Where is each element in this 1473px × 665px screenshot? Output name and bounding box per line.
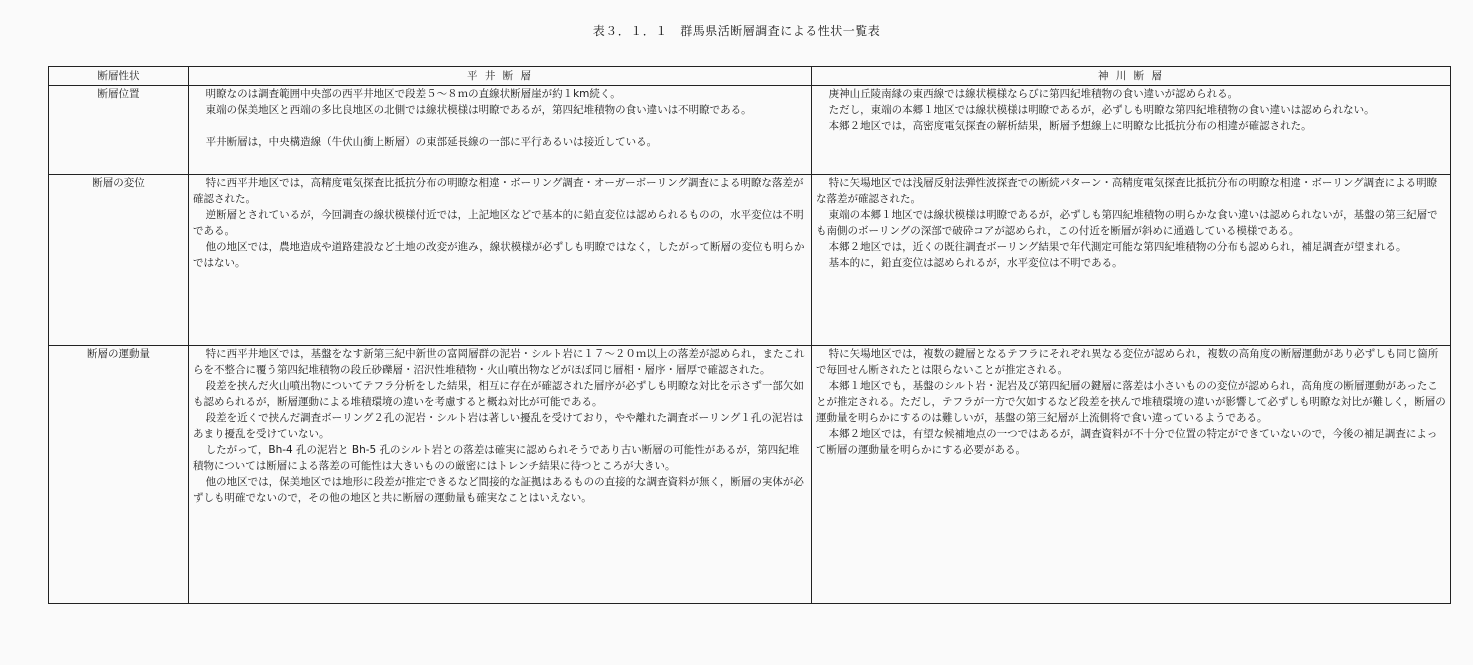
paragraph: 東端の本郷１地区では線状模様は明瞭であるが，必ずしも第四紀堆積物の明らかな食い違いは認められないが，基盤の第三紀層でも南側のボーリングの深部で破砕コアが認められ，この付近を断層が斜めに通過している模様である。 <box>816 209 1438 237</box>
hirai-displacement-cell <box>189 175 812 346</box>
paragraph: 段差を近くで挟んだ調査ボーリング２孔の泥岩・シルト岩は著しい擾乱を受けており，やや離れた調査ボーリング１孔の泥岩はあまり擾乱を受けていない。 <box>193 412 804 440</box>
table-row-fault-displacement <box>49 175 1451 346</box>
header-hirai-fault: 平 井 断 層 <box>189 67 812 86</box>
paragraph: 庚神山丘陵南縁の東西線では線状模様ならびに第四紀堆積物の食い違いが認められる。 <box>828 88 1239 100</box>
paragraph: 段差を挟んだ火山噴出物についてテフラ分析をした結果，相互に存在が確認された層序が必ずしも明瞭な対比を示さず一部欠如も認められるが，断層運動による堆積環境の違いを考慮すると概ね対比が可能である。 <box>193 380 804 408</box>
paragraph: 特に矢場地区では，複数の鍵層となるテフラにそれぞれ異なる変位が認められ，複数の高角度の断層運動があり必ずしも同じ箇所で毎回せん断されたとは限らないことが推定される。 <box>816 348 1439 376</box>
paragraph: 本郷２地区では，有望な候補地点の一つではあるが，調査資料が不十分で位置の特定ができていないので，今後の補足調査によって断層の運動量を明らかにする必要がある。 <box>816 428 1438 456</box>
paragraph: 本郷２地区では，高密度電気探査の解析結果，断層予想線上に明瞭な比抵抗分布の相違が確認された。 <box>828 120 1312 132</box>
row-label: 断層位置 <box>49 86 189 175</box>
paragraph: 他の地区では，保美地区では地形に段差が推定できるなど間接的な証拠はあるものの直接的な調査資料が無く，断層の実体が必ずしも明確でないので，その他の地区と共に断層の運動量も確実なことはいえない。 <box>193 476 804 504</box>
paragraph: 逆断層とされているが，今回調査の線状模様付近では，上記地区などで基本的に鉛直変位は認められるものの，水平変位は不明である。 <box>193 209 804 237</box>
paragraph: 本郷２地区では，近くの既往調査ボーリング結果で年代測定可能な第四紀堆積物の分布も認められ，補足調査が望まれる。 <box>828 241 1407 253</box>
table-row-fault-movement <box>49 346 1451 604</box>
row-label: 断層の変位 <box>49 175 189 346</box>
paragraph: 他の地区では，農地造成や道路建設など土地の改変が進み，線状模様が必ずしも明瞭ではなく，したがって断層の変位も明らかではない。 <box>193 241 805 269</box>
hirai-position-cell <box>189 86 812 175</box>
paragraph: ただし，東端の本郷１地区では線状模様は明瞭であるが，必ずしも明瞭な第四紀堆積物の食い違いは認められない。 <box>828 104 1375 116</box>
paragraph: 東端の保美地区と西端の多比良地区の北側では線状模様は明瞭であるが，第四紀堆積物の食い違いは不明瞭である。 <box>205 104 752 116</box>
hirai-movement-cell <box>189 346 812 604</box>
paragraph: 本郷１地区でも，基盤のシルト岩・泥岩及び第四紀層の鍵層に落差は小さいものの変位が認められ，高角度の断層運動があったことが推定される。ただし，テフラが一方で欠如するなど段差を挟んで堆積環境の違いが影響して必ずしも明瞭な対比が難しく，断層の運動量を明らかにするのは難しいが，基盤の第三紀層が上流側将で食い違っているようである。 <box>816 380 1446 424</box>
paragraph: したがって，Bh-4 孔の泥岩と Bh-5 孔のシルト岩との落差は確実に認められそうであり古い断層の可能性があるが，第四紀堆積物については断層による落差の可能性は大きいものの厳密にはトレンチ結果に待つところが大きい。 <box>193 444 800 472</box>
paragraph: 特に矢場地区では浅層反射法弾性波探査での断続パターン・高精度電気探査比抵抗分布の明瞭な相違・ボーリング調査による明瞭な落差が確認された。 <box>816 177 1438 205</box>
kannagawa-position-cell <box>812 86 1451 175</box>
kannagawa-movement-cell <box>812 346 1451 604</box>
paragraph: 明瞭なのは調査範囲中央部の西平井地区で段差５～８ｍの直線状断層崖が約１km続く。 <box>205 88 621 100</box>
header-kannagawa-fault: 神 川 断 層 <box>812 67 1451 86</box>
table-header-row <box>49 67 1451 86</box>
paragraph: 特に西平井地区では，基盤をなす新第三紀中新世の富岡層群の泥岩・シルト岩に１７～２０ｍ以上の落差が認められ，またこれらを不整合に覆う第四紀堆積物の段丘砂礫層・沼沢性堆積物・火山噴出物などがほぼ同じ層相・層序・層厚で確認された。 <box>193 348 805 376</box>
fault-properties-table <box>48 66 1451 604</box>
document-title: 表３．１．１ 群馬県活断層調査による性状一覧表 <box>592 24 881 38</box>
paragraph: 特に西平井地区では，高精度電気探査比抵抗分布の明瞭な相違・ボーリング調査・オーガーボーリング調査による明瞭な落差が確認された。 <box>193 177 804 205</box>
paragraph: 平井断層は，中央構造線（牛伏山衝上断層）の東部延長線の一部に平行あるいは接近している。 <box>205 136 658 148</box>
header-property: 断層性状 <box>49 67 189 86</box>
kannagawa-displacement-cell <box>812 175 1451 346</box>
row-label: 断層の運動量 <box>49 346 189 604</box>
table-row-fault-position <box>49 86 1451 175</box>
paragraph: 基本的に，鉛直変位は認められるが，水平変位は不明である。 <box>828 257 1123 269</box>
